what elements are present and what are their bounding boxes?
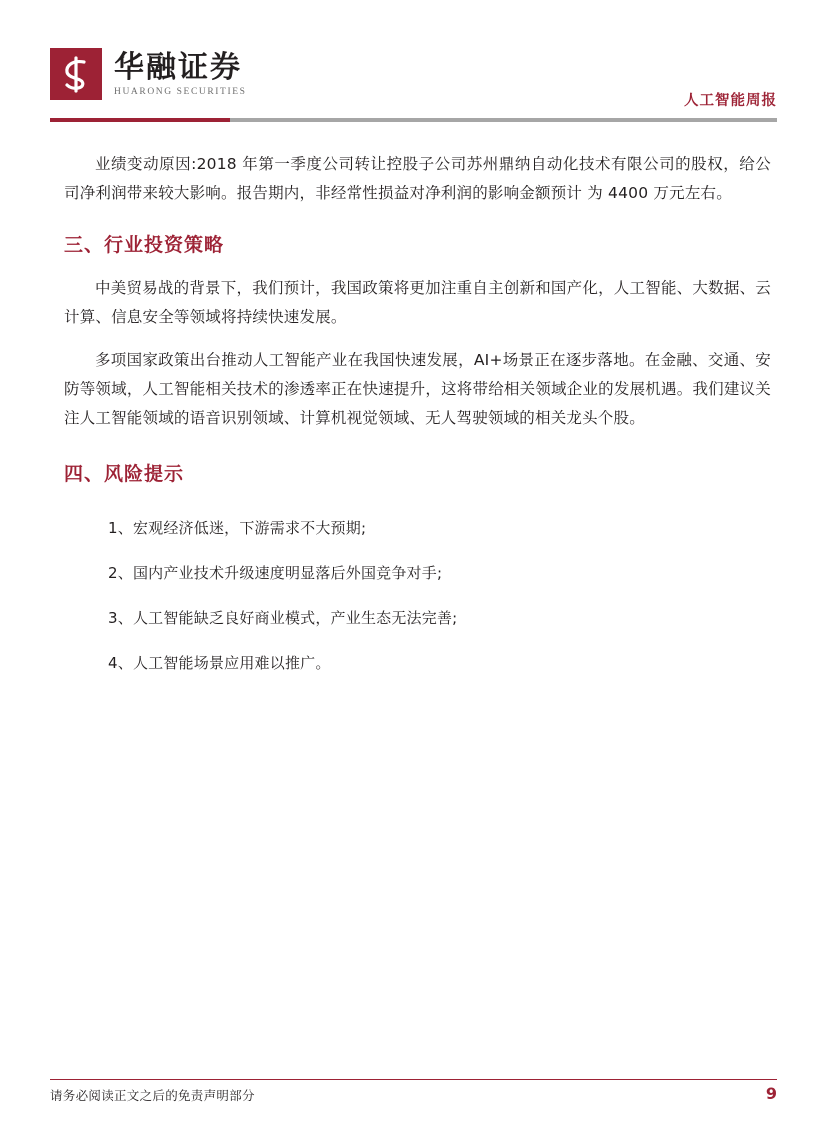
document-content <box>64 150 771 695</box>
company-logo <box>50 48 247 100</box>
header-divider-gray <box>230 118 777 122</box>
page-header <box>50 40 777 120</box>
list-item: 3、人工智能缺乏良好商业模式，产业生态无法完善; <box>108 609 458 627</box>
huarong-logo-mark-icon <box>50 48 102 100</box>
heading-section-4: 四、风险提示 <box>64 463 185 485</box>
heading-section-3: 三、行业投资策略 <box>64 234 225 256</box>
risk-list <box>64 515 771 677</box>
logo-text-block <box>114 51 247 97</box>
page-number: 9 <box>765 1084 777 1103</box>
list-item: 1、宏观经济低迷，下游需求不大预期; <box>108 519 367 537</box>
paragraph-performance-change: 业绩变动原因:2018 年第一季度公司转让控股子公司苏州鼎纳自动化技术有限公司的股权，给公司净利润带来较大影响。报告期内，非经常性损益对净利润的影响金额预计 为 4400 万元左右。 <box>64 155 771 202</box>
report-series-label: 人工智能周报 <box>684 93 777 109</box>
list-item: 2、国内产业技术升级速度明显落后外国竞争对手; <box>108 564 443 582</box>
footer-divider <box>50 1079 777 1080</box>
logo-company-name-cn: 华融证券 <box>114 51 242 84</box>
header-divider-accent <box>50 118 230 122</box>
paragraph-trade-war: 中美贸易战的背景下，我们预计，我国政策将更加注重自主创新和国产化，人工智能、大数据、云计算、信息安全等领域将持续快速发展。 <box>64 279 771 326</box>
header-divider <box>50 118 777 122</box>
page-footer <box>50 1086 777 1110</box>
logo-company-name-en: HUARONG SECURITIES <box>114 87 247 97</box>
footer-disclaimer: 请务必阅读正文之后的免责声明部分 <box>50 1088 255 1103</box>
list-item: 4、人工智能场景应用难以推广。 <box>108 654 331 672</box>
paragraph-ai-policy: 多项国家政策出台推动人工智能产业在我国快速发展，AI+场景正在逐步落地。在金融、交通、安防等领域，人工智能相关技术的渗透率正在快速提升，这将带给相关领域企业的发展机遇。我们建议关注人工智能领域的语音识别领域、计算机视觉领域、无人驾驶领域的相关龙头个股。 <box>64 351 771 427</box>
